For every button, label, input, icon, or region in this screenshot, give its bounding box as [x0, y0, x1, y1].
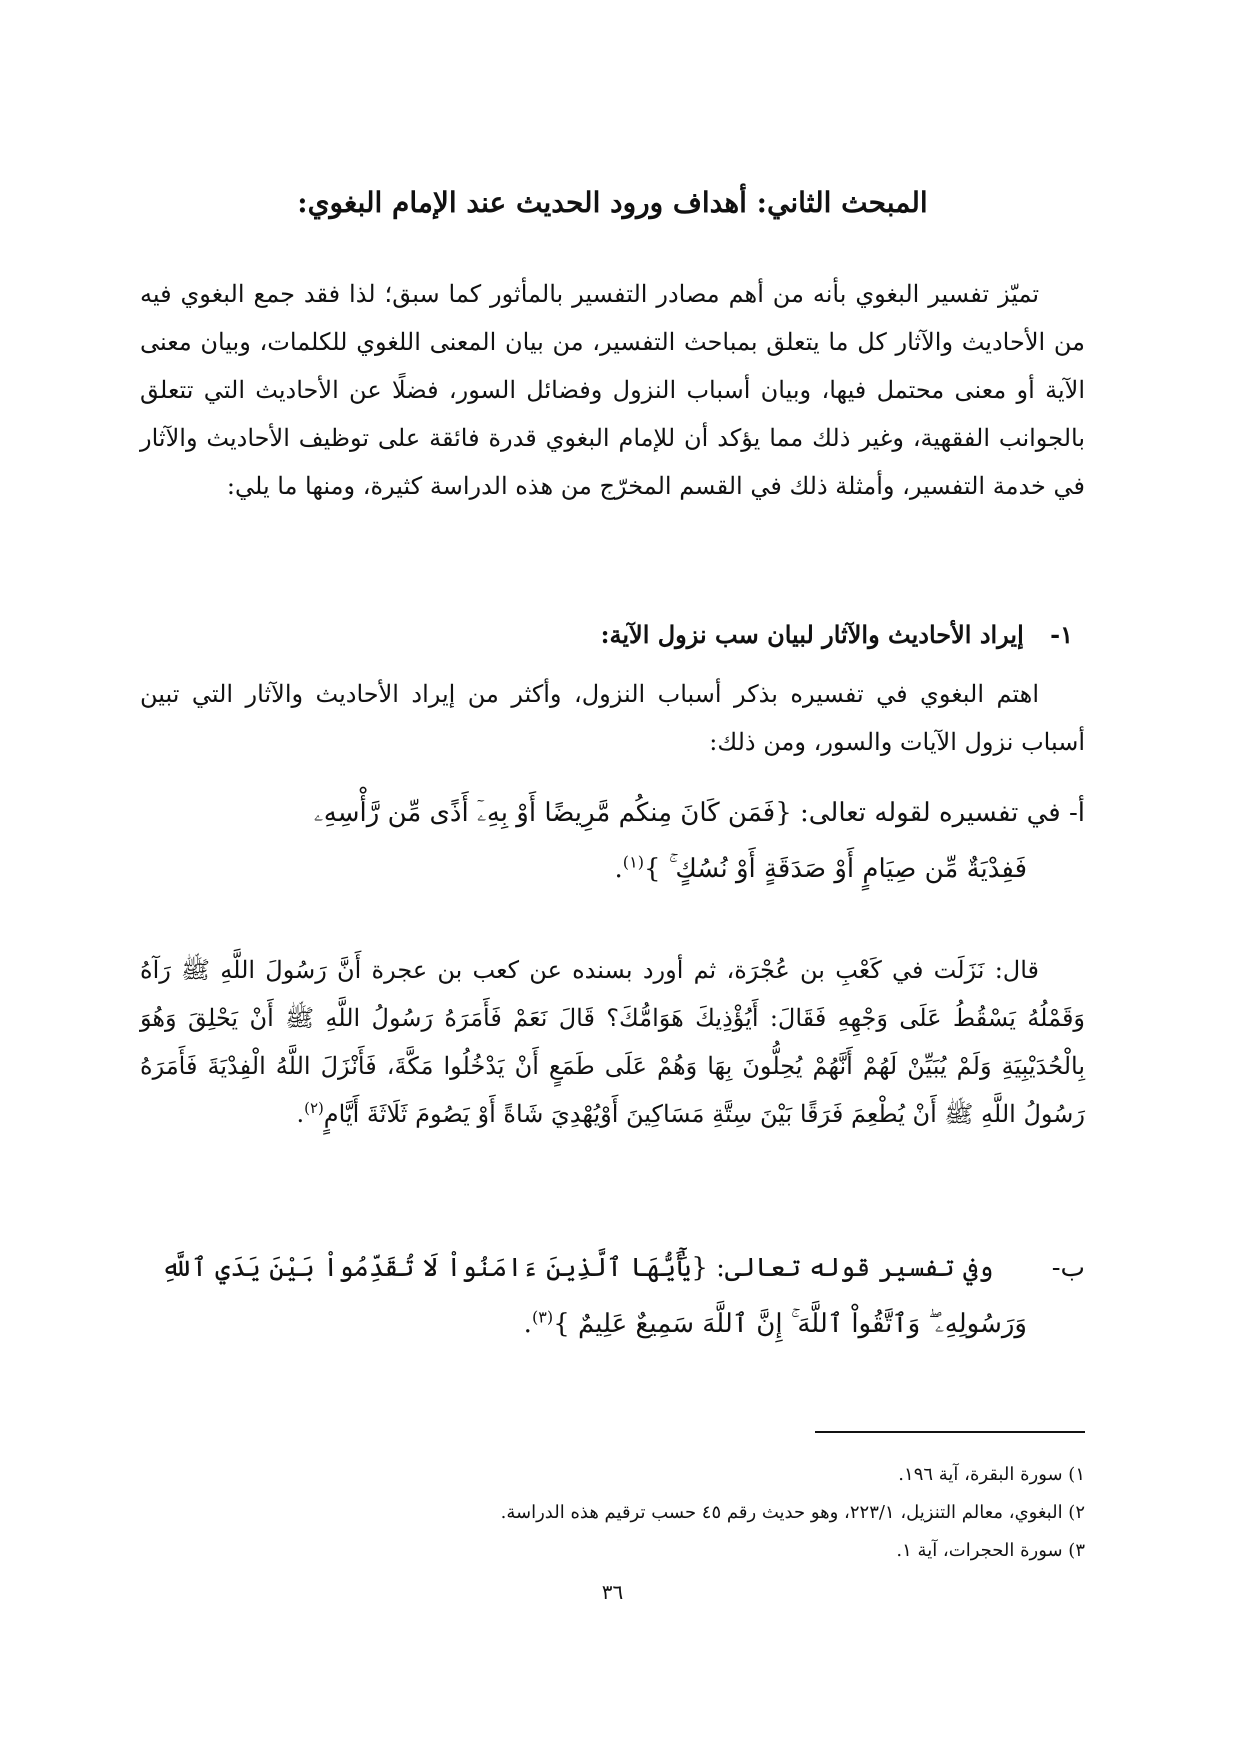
hadith-text: قال: نَزَلَت في كَعْبِ بن عُجْرَة، ثم أورد بسنده عن كعب بن عجرة أَنَّ رَسُولَ اللَّهِ ﷺ رَآهُ وَقَمْلُهُ يَسْقُطُ عَلَى وَجْهِهِ فَقَالَ: أَيُؤْذِيكَ هَوَامُّكَ؟ قَالَ نَعَمْ فَأَمَرَهُ رَسُولُ اللَّهِ ﷺ أَنْ يَحْلِقَ وَهُوَ بِالْحُدَيْبِيَةِ وَلَمْ يُبَيِّنْ لَهُمْ أَنَّهُمْ يُحِلُّونَ بِهَا وَهُمْ عَلَى طَمَعٍ أَنْ يَدْخُلُوا مَكَّةَ، فَأَنْزَلَ اللَّهُ الْفِدْيَةَ فَأَمَرَهُ رَسُولُ اللَّهِ ﷺ أَنْ يُطْعِمَ فَرَقًا بَيْنَ سِتَّةِ مَسَاكِينَ أَوْيُهْدِيَ شَاةً أَوْ يَصُومَ ثَلَاثَةَ أَيَّامٍ	[140, 956, 1085, 1128]
footnotes-list	[140, 1456, 1085, 1570]
item-b-verse-line1: يَٰٓأَيُّهَا ٱلَّذِينَ ءَامَنُواْ لَا تُقَدِّمُواْ بَيْنَ يَدَيِ ٱللَّهِ	[161, 1253, 692, 1283]
item-a-end: .	[614, 854, 623, 884]
item-a-closing-brace: }	[644, 854, 661, 884]
subsection-paragraph: اهتم البغوي في تفسيره بذكر أسباب النزول، وأكثر من إيراد الأحاديث والآثار التي تبين أسباب نزول الآيات والسور، ومن ذلك:	[140, 680, 1085, 756]
footnote-ref-2[interactable]: (٢)	[304, 1099, 324, 1117]
subsection-heading-text: إيراد الأحاديث والآثار لبيان سب نزول الآية:	[600, 620, 1024, 649]
item-b-verse-line2: وَرَسُولِهِۦ ۖ وَٱتَّقُواْ ٱللَّهَ ۚ إِنَّ ٱللَّهَ سَمِيعٌ عَلِيمٌ	[578, 1309, 1027, 1339]
item-a-verse-line1: فَمَن كَانَ مِنكُم مَّرِيضًا أَوْ بِهِۦٓ أَذًى مِّن رَّأْسِهِۦ	[313, 798, 776, 828]
hadith-end: .	[296, 1100, 305, 1128]
subsection-heading	[140, 620, 1073, 649]
document-page	[140, 0, 1085, 1754]
item-b-closing-brace: }	[553, 1309, 570, 1339]
item-a-verse-line2-wrap	[140, 841, 1085, 897]
page-number: ٣٦	[601, 1580, 624, 1604]
example-item-a	[140, 785, 1085, 897]
footnote-ref-3[interactable]: (٣)	[531, 1307, 554, 1327]
footnote-item: ٣) سورة الحجرات، آية ١.	[896, 1540, 1085, 1561]
example-item-b	[140, 1240, 1085, 1352]
hadith-paragraph	[140, 946, 1085, 1138]
footnote-item: ٢) البغوي، معالم التنزيل، ٢٢٣/١، وهو حديث رقم ٤٥ حسب ترقيم هذه الدراسة.	[500, 1502, 1085, 1523]
footnote-ref-1[interactable]: (١)	[622, 852, 645, 872]
item-b-label: ب-	[1051, 1253, 1085, 1283]
item-b-verse-line2-wrap	[140, 1296, 1085, 1352]
footnote-separator	[815, 1431, 1085, 1433]
intro-paragraph: تميّز تفسير البغوي بأنه من أهم مصادر التفسير بالمأثور كما سبق؛ لذا فقد جمع البغوي فيه من الأحاديث والآثار كل ما يتعلق بمباحث التفسير، من بيان المعنى اللغوي للكلمات، وبيان معنى الآية أو معنى محتمل فيها، وبيان أسباب النزول وفضائل السور، فضلًا عن الأحاديث التي تتعلق بالجوانب الفقهية، وغير ذلك مما يؤكد أن للإمام البغوي قدرة فائقة على توظيف الأحاديث والآثار في خدمة التفسير، وأمثلة ذلك في القسم المخرّج من هذه الدراسة كثيرة، ومنها ما يلي:	[140, 280, 1086, 500]
section-title: المبحث الثاني: أهداف ورود الحديث عند الإمام البغوي:	[297, 186, 928, 219]
footnote-item: ١) سورة البقرة، آية ١٩٦.	[898, 1464, 1085, 1485]
item-a-intro: في تفسيره لقوله تعالى: {	[775, 798, 1061, 828]
item-a-verse-line2: فَفِدْيَةٌ مِّن صِيَامٍ أَوْ صَدَقَةٍ أَوْ نُسُكٍ ۚ	[668, 854, 1027, 884]
item-b-end: .	[523, 1309, 532, 1339]
item-b-intro: وفي تفسير قوله تعالى: {	[691, 1253, 994, 1283]
subsection-number: ١-	[1050, 620, 1073, 649]
item-a-label: أ-	[1068, 798, 1085, 828]
